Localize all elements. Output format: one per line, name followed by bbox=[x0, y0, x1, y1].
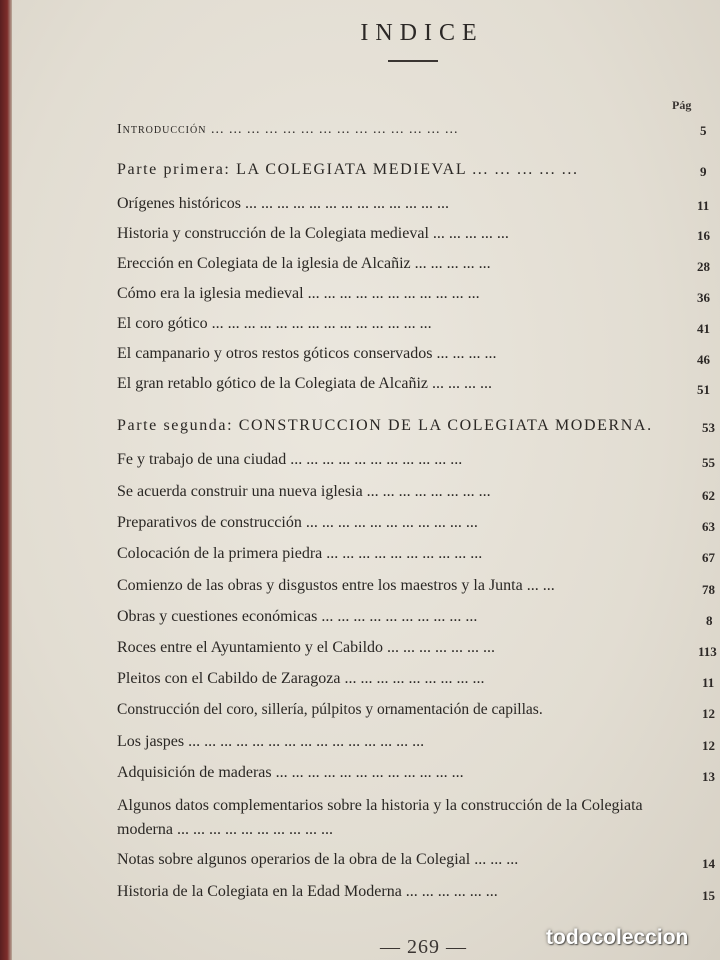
toc-entry: Adquisición de maderas ... ... ... ... ... ... ... ... ... ... ... ... bbox=[117, 764, 464, 781]
toc-entry-introduccion: Introducción ... ... ... ... ... ... ... ... ... ... ... ... ... ... bbox=[117, 122, 459, 137]
toc-page: 12 bbox=[702, 706, 715, 721]
toc-page: 28 bbox=[697, 259, 710, 274]
toc-page: 13 bbox=[702, 769, 715, 784]
page-title: INDICE bbox=[360, 20, 484, 46]
toc-entry: Colocación de la primera piedra ... ... ... ... ... ... ... ... ... ... bbox=[117, 545, 483, 562]
toc-entry: Historia de la Colegiata en la Edad Moderna ... ... ... ... ... ... bbox=[117, 883, 498, 900]
toc-page: 53 bbox=[702, 420, 715, 435]
toc-page: 46 bbox=[697, 352, 710, 367]
toc-entry: Erección en Colegiata de la iglesia de Alcañiz ... ... ... ... ... bbox=[117, 255, 491, 272]
toc-entry: El coro gótico ... ... ... ... ... ... ... ... ... ... ... ... ... ... bbox=[117, 315, 432, 332]
toc-entry-parte-segunda: Parte segunda: CONSTRUCCION DE LA COLEGIATA MODERNA. bbox=[117, 417, 653, 434]
toc-entry: Orígenes históricos ... ... ... ... ... ... ... ... ... ... ... ... ... bbox=[117, 195, 449, 212]
book-page bbox=[12, 0, 720, 960]
page-column-header: Pág bbox=[672, 98, 692, 112]
page-number: — 269 — bbox=[380, 936, 467, 958]
toc-page: 55 bbox=[702, 455, 715, 470]
toc-entry: Cómo era la iglesia medieval ... ... ... ... ... ... ... ... ... ... ... bbox=[117, 285, 480, 302]
toc-page: 16 bbox=[697, 228, 710, 243]
book-spine-edge bbox=[0, 0, 12, 960]
toc-entry: El campanario y otros restos góticos conservados ... ... ... ... bbox=[117, 345, 497, 362]
toc-page: 113 bbox=[698, 644, 717, 659]
toc-entry: Construcción del coro, sillería, púlpitos y ornamentación de capillas. bbox=[117, 701, 543, 718]
toc-entry: Comienzo de las obras y disgustos entre los maestros y la Junta ... ... bbox=[117, 577, 555, 594]
title-underline bbox=[388, 60, 438, 62]
toc-page: 36 bbox=[697, 290, 710, 305]
toc-page: 11 bbox=[702, 675, 715, 690]
toc-entry: Historia y construcción de la Colegiata medieval ... ... ... ... ... bbox=[117, 225, 509, 242]
toc-page: 9 bbox=[700, 164, 707, 179]
toc-entry: Obras y cuestiones económicas ... ... ... ... ... ... ... ... ... ... bbox=[117, 608, 478, 625]
toc-page: 67 bbox=[702, 550, 715, 565]
toc-page: 51 bbox=[697, 382, 710, 397]
toc-page: 12 bbox=[702, 738, 715, 753]
toc-entry: Roces entre el Ayuntamiento y el Cabildo ... ... ... ... ... ... ... bbox=[117, 639, 496, 656]
toc-entry: Pleitos con el Cabildo de Zaragoza ... ... ... ... ... ... ... ... ... bbox=[117, 670, 485, 687]
toc-entry: El gran retablo gótico de la Colegiata de Alcañiz ... ... ... ... bbox=[117, 375, 492, 392]
toc-page: 62 bbox=[702, 488, 715, 503]
toc-entry: Los jaspes ... ... ... ... ... ... ... ... ... ... ... ... ... ... ... bbox=[117, 733, 425, 750]
toc-entry-multiline: Algunos datos complementarios sobre la historia y la construcción de la Colegiata moderna ... ... ... ... ... ... ... ... ... ... bbox=[117, 797, 643, 838]
watermark-text: todocoleccion bbox=[546, 926, 689, 949]
toc-entry-parte-primera: Parte primera: LA COLEGIATA MEDIEVAL ... ... ... ... ... bbox=[117, 161, 579, 178]
toc-page: 78 bbox=[702, 582, 715, 597]
toc-entry: Notas sobre algunos operarios de la obra de la Colegial ... ... ... bbox=[117, 851, 519, 868]
toc-page: 63 bbox=[702, 519, 715, 534]
toc-page: 15 bbox=[702, 888, 715, 903]
toc-page: 41 bbox=[697, 321, 710, 336]
toc-page: 8 bbox=[706, 613, 713, 628]
toc-entry: Se acuerda construir una nueva iglesia ... ... ... ... ... ... ... ... bbox=[117, 483, 491, 500]
toc-entry: Preparativos de construcción ... ... ... ... ... ... ... ... ... ... ... bbox=[117, 514, 478, 531]
toc-page: 14 bbox=[702, 856, 715, 871]
watermark-logo bbox=[546, 926, 688, 950]
toc-page: 11 bbox=[697, 198, 710, 213]
toc-entry: Fe y trabajo de una ciudad ... ... ... ... ... ... ... ... ... ... ... bbox=[117, 451, 463, 468]
toc-page: 5 bbox=[700, 123, 707, 138]
